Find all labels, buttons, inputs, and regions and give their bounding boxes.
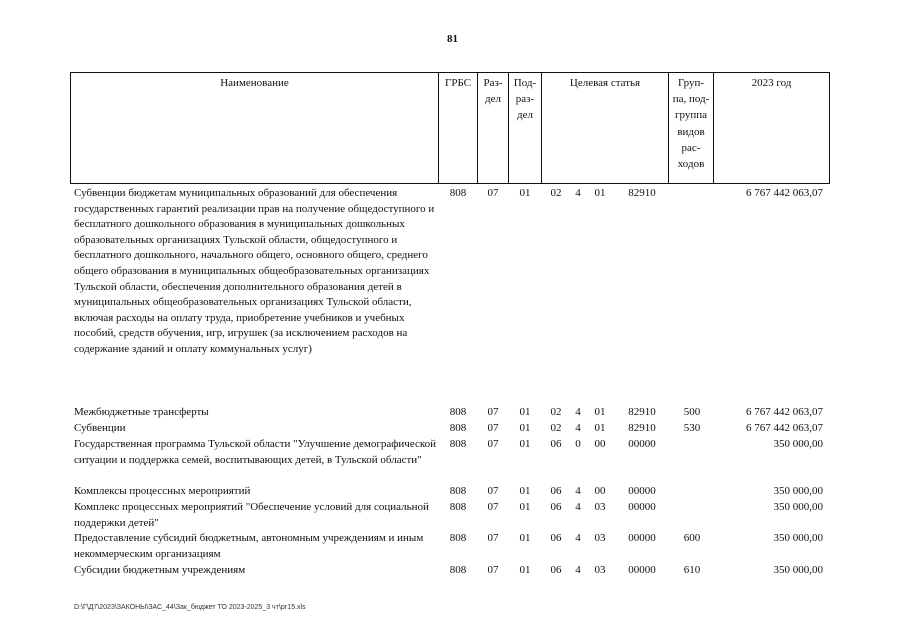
row-cs3: 03 [594,501,606,513]
row-amount: 350 000,00 [773,485,823,497]
row-cs2: 0 [575,438,581,450]
row-cs1: 02 [550,187,562,199]
row-cs2: 4 [575,406,581,418]
row-amount: 350 000,00 [773,501,823,513]
row-grbs: 808 [449,485,467,497]
row-cs4: 82910 [628,187,656,199]
row-cs1: 06 [550,485,562,497]
row-podrazdel: 01 [519,422,531,434]
row-razdel: 07 [487,485,499,497]
row-name: Межбюджетные трансферты [74,406,209,418]
row-cs4: 00000 [628,485,656,497]
row-cs3: 01 [594,406,606,418]
row-name: Предоставление субсидий бюджетным, автономным учреждениям и иным некоммерческим организациям [74,532,424,560]
row-amount: 350 000,00 [773,532,823,544]
row-vr: 610 [683,564,701,576]
row-razdel: 07 [487,501,499,513]
row-cs3: 03 [594,532,606,544]
row-podrazdel: 01 [519,406,531,418]
header-name: Наименование [220,77,289,89]
row-amount: 6 767 442 063,07 [746,187,823,199]
row-cs2: 4 [575,485,581,497]
row-grbs: 808 [449,187,467,199]
row-cs1: 02 [550,422,562,434]
row-podrazdel: 01 [519,501,531,513]
row-cs1: 06 [550,564,562,576]
header-year: 2023 год [751,77,792,89]
row-cs4: 82910 [628,422,656,434]
row-cs1: 06 [550,501,562,513]
row-grbs: 808 [449,501,467,513]
row-cs4: 00000 [628,532,656,544]
row-amount: 350 000,00 [773,438,823,450]
row-cs2: 4 [575,187,581,199]
header-razdel: Раз- дел [483,77,503,106]
file-path: D:\Г\Д7\2023\ЗАКОНЫ\ЗАС_44\Зак_бюджет ТО 2023-2025_3 чт\рг15.xls [74,604,306,611]
row-podrazdel: 01 [519,532,531,544]
table-header [70,72,830,184]
row-cs3: 01 [594,187,606,199]
row-cs4: 00000 [628,438,656,450]
header-grbs: ГРБС [444,77,472,89]
row-cs1: 06 [550,532,562,544]
header-vr: Груп- па, под- группа видов рас- ходов [672,77,710,171]
row-cs3: 03 [594,564,606,576]
row-cs3: 00 [594,438,606,450]
row-name: Комплексы процессных мероприятий [74,485,251,497]
row-vr: 600 [683,532,701,544]
row-vr: 500 [683,406,701,418]
row-name: Государственная программа Тульской области "Улучшение демографической ситуации и поддержка семей, воспитывающих детей, в Тульской области" [74,438,437,466]
row-grbs: 808 [449,564,467,576]
header-podrazdel: Под- раз- дел [513,77,537,122]
row-name: Субвенции [74,422,126,434]
row-razdel: 07 [487,187,499,199]
row-cs4: 00000 [628,501,656,513]
page-number: 81 [447,33,458,45]
row-vr: 530 [683,422,701,434]
row-name: Субвенции бюджетам муниципальных образований для обеспечения государственных гарантий реализации прав на получение общедоступного и бесплатного дошкольного образования в муниципальных дошкольных образовательных организациях Тульской области, общедоступного и бесплатного дошкольного, начального общего, основного общего, среднего общего образования в муниципальных общеобразовательных организациях Тульской области, обеспечения дополнительного образования детей в муниципальных общеобразовательных организациях Тульской области, включая расходы на оплату труда, приобретение учебников и учебных пособий, средств обучения, игр, игрушек (за исключением расходов на содержание зданий и оплату коммунальных услуг) [74,187,435,355]
row-grbs: 808 [449,438,467,450]
row-cs2: 4 [575,564,581,576]
row-cs2: 4 [575,501,581,513]
row-grbs: 808 [449,422,467,434]
row-cs1: 02 [550,406,562,418]
row-razdel: 07 [487,564,499,576]
row-cs4: 00000 [628,564,656,576]
row-grbs: 808 [449,532,467,544]
row-name: Комплекс процессных мероприятий "Обеспечение условий для социальной поддержки детей" [74,501,429,529]
row-cs2: 4 [575,422,581,434]
row-amount: 6 767 442 063,07 [746,406,823,418]
row-name: Субсидии бюджетным учреждениям [74,564,246,576]
row-podrazdel: 01 [519,485,531,497]
row-razdel: 07 [487,532,499,544]
row-cs1: 06 [550,438,562,450]
row-podrazdel: 01 [519,438,531,450]
row-podrazdel: 01 [519,187,531,199]
row-grbs: 808 [449,406,467,418]
header-target: Целевая статья [569,77,641,89]
row-podrazdel: 01 [519,564,531,576]
row-amount: 350 000,00 [773,564,823,576]
row-cs3: 01 [594,422,606,434]
row-razdel: 07 [487,406,499,418]
row-cs2: 4 [575,532,581,544]
row-cs4: 82910 [628,406,656,418]
row-razdel: 07 [487,422,499,434]
row-razdel: 07 [487,438,499,450]
row-cs3: 00 [594,485,606,497]
row-amount: 6 767 442 063,07 [746,422,823,434]
